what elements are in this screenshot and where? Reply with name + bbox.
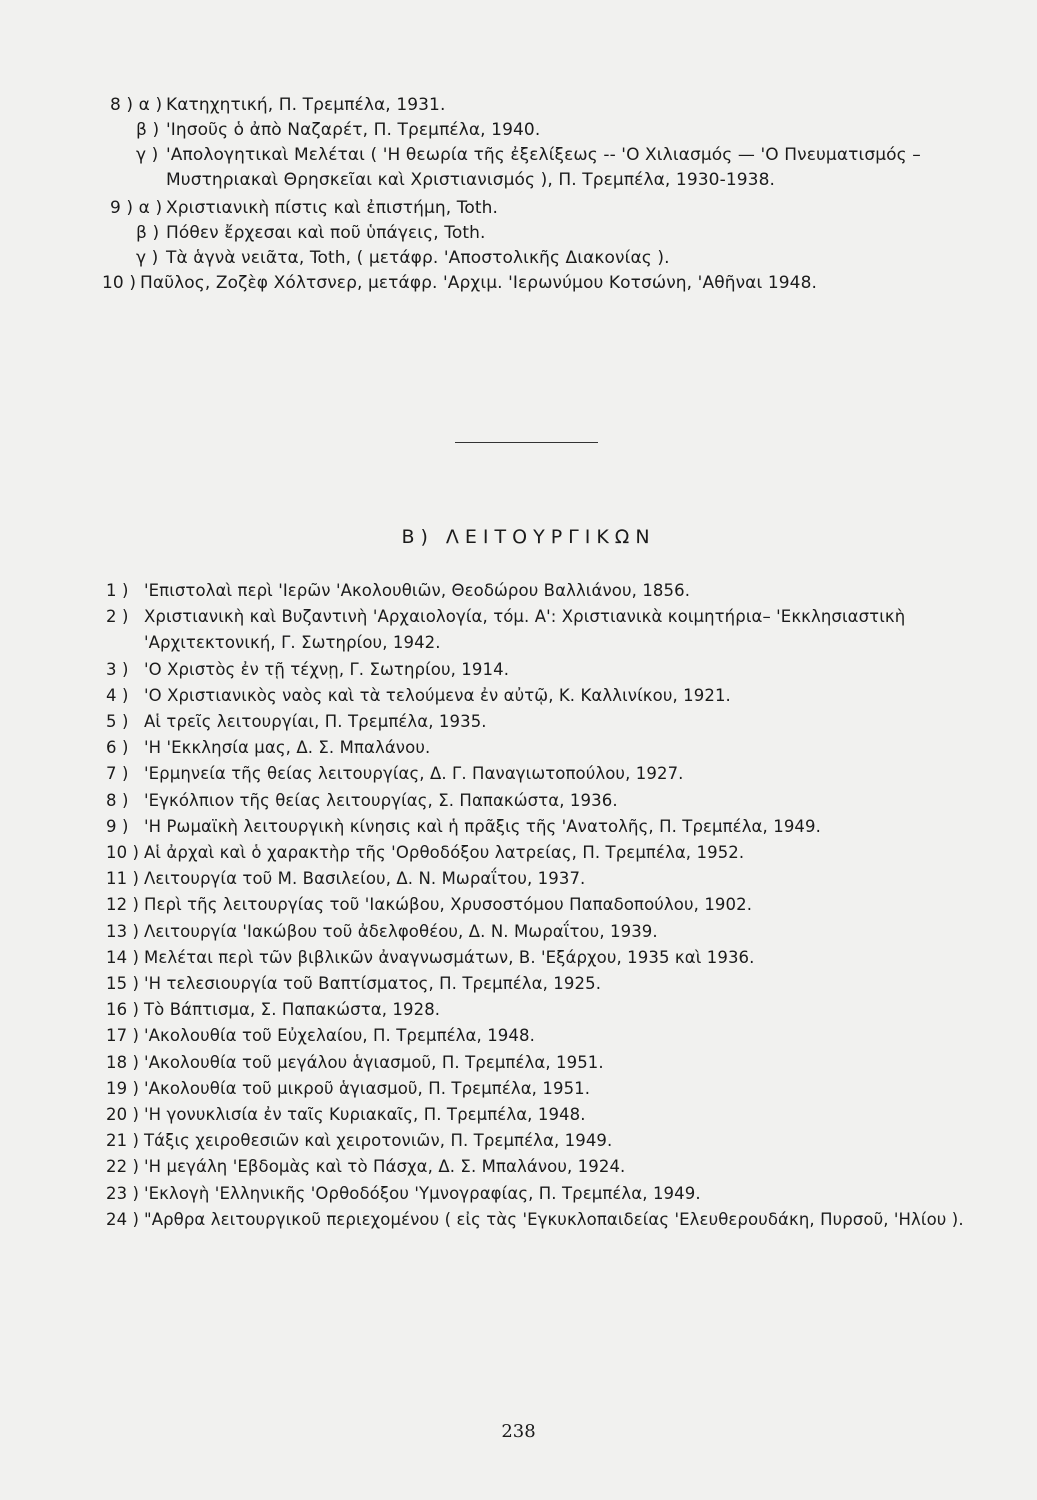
- list-item: [106, 919, 996, 945]
- list-item: [110, 246, 990, 271]
- item-number: 21 ): [106, 1131, 140, 1151]
- item-number: 17 ): [106, 1026, 140, 1046]
- item-text: Πόθεν ἔρχεσαι καὶ ποῦ ὑπάγεις, Toth.: [166, 223, 486, 243]
- list-item: [106, 683, 996, 709]
- item-text: 'Η γονυκλισία ἐν ταῖς Κυριακαῖς, Π. Τρεμπέλα, 1948.: [144, 1105, 586, 1125]
- item-number: 10 ): [102, 273, 137, 293]
- item-number: 4 ): [106, 685, 129, 705]
- item-text: Χριστιανικὴ πίστις καὶ ἐπιστήμη, Toth.: [166, 198, 499, 218]
- list-item: [106, 604, 996, 656]
- item-number: 2 ): [106, 607, 129, 627]
- item-text: 'Εγκόλπιον τῆς θείας λειτουργίας, Σ. Παπακώστα, 1936.: [144, 790, 618, 810]
- item-number: 9 ): [106, 816, 129, 836]
- item-number: 22 ): [106, 1157, 140, 1177]
- bibliography-list-catechetical: [102, 93, 990, 296]
- item-number: 18 ): [106, 1052, 140, 1072]
- item-number: 7 ): [106, 764, 129, 784]
- list-item: [102, 271, 990, 296]
- list-item: [106, 1154, 996, 1180]
- list-item: [110, 143, 990, 193]
- item-text: 'Η 'Εκκλησία μας, Δ. Σ. Μπαλάνου.: [144, 738, 431, 758]
- item-number: 9 ) α ): [110, 198, 163, 218]
- list-item: [106, 997, 996, 1023]
- item-text: 'Ο Χριστιανικὸς ναὸς καὶ τὰ τελούμενα ἐν αὐτῷ, Κ. Καλλινίκου, 1921.: [144, 685, 731, 705]
- item-text: 'Ερμηνεία τῆς θείας λειτουργίας, Δ. Γ. Παναγιωτοπούλου, 1927.: [144, 764, 684, 784]
- item-text: 'Ιησοῦς ὁ ἀπὸ Ναζαρέτ, Π. Τρεμπέλα, 1940.: [166, 120, 541, 140]
- list-item: [106, 709, 996, 735]
- item-number: 13 ): [106, 921, 140, 941]
- item-text: Κατηχητική, Π. Τρεμπέλα, 1931.: [166, 95, 446, 115]
- item-text: Περὶ τῆς λειτουργίας τοῦ 'Ιακώβου, Χρυσοστόμου Παπαδοπούλου, 1902.: [144, 895, 753, 915]
- list-item: [106, 1023, 996, 1049]
- item-text: 'Ακολουθία τοῦ μικροῦ ἁγιασμοῦ, Π. Τρεμπέλα, 1951.: [144, 1078, 591, 1098]
- list-item: [106, 657, 996, 683]
- item-number: γ ): [136, 145, 159, 165]
- bibliography-list-liturgical: [106, 578, 996, 1233]
- item-text: Τὸ Βάπτισμα, Σ. Παπακώστα, 1928.: [144, 1000, 441, 1020]
- list-item: [106, 814, 996, 840]
- item-text: Τὰ ἁγνὰ νειᾶτα, Toth, ( μετάφρ. 'Αποστολικῆς Διακονίας ).: [166, 248, 670, 268]
- item-number: 24 ): [106, 1209, 140, 1229]
- item-number: 14 ): [106, 947, 140, 967]
- item-text: 'Ακολουθία τοῦ μεγάλου ἁγιασμοῦ, Π. Τρεμπέλα, 1951.: [144, 1052, 604, 1072]
- item-text: Χριστιανικὴ καὶ Βυζαντινὴ 'Αρχαιολογία, τόμ. Α': Χριστιανικὰ κοιμητήρια– 'Εκκλησιαστικὴ 'Αρχιτεκτονική, Γ. Σωτηρίου, 1942.: [144, 607, 906, 653]
- list-item: [106, 1102, 996, 1128]
- item-text: 'Εκλογὴ 'Ελληνικῆς 'Ορθοδόξου 'Υμνογραφίας, Π. Τρεμπέλα, 1949.: [144, 1183, 701, 1203]
- item-number: 15 ): [106, 974, 140, 994]
- list-item: [106, 866, 996, 892]
- item-text: 'Ακολουθία τοῦ Εὐχελαίου, Π. Τρεμπέλα, 1948.: [144, 1026, 535, 1046]
- item-text: 'Η Ρωμαϊκὴ λειτουργικὴ κίνησις καὶ ἡ πρᾶξις τῆς 'Ανατολῆς, Π. Τρεμπέλα, 1949.: [144, 816, 821, 836]
- item-text: 'Η μεγάλη 'Εβδομὰς καὶ τὸ Πάσχα, Δ. Σ. Μπαλάνου, 1924.: [144, 1157, 626, 1177]
- item-number: 5 ): [106, 712, 129, 732]
- item-number: 20 ): [106, 1105, 140, 1125]
- item-text: Παῦλος, Ζοζὲφ Χόλτσνερ, μετάφρ. 'Αρχιμ. 'Ιερωνύμου Κοτσώνη, 'Αθῆναι 1948.: [140, 273, 817, 293]
- item-number: 12 ): [106, 895, 140, 915]
- list-item: [106, 735, 996, 761]
- item-number: β ): [136, 120, 160, 140]
- item-number: 11 ): [106, 869, 140, 889]
- list-item: [106, 1128, 996, 1154]
- item-number: 1 ): [106, 581, 129, 600]
- list-item: [110, 118, 990, 143]
- item-text: Μελέται περὶ τῶν βιβλικῶν ἀναγνωσμάτων, Β. 'Εξάρχου, 1935 καὶ 1936.: [144, 947, 755, 967]
- section-heading: Β) ΛΕΙΤΟΥΡΓΙΚΩΝ: [401, 526, 656, 548]
- section-divider: [455, 442, 598, 443]
- list-item: [106, 892, 996, 918]
- list-item: [106, 945, 996, 971]
- list-item: [106, 761, 996, 787]
- item-number: 3 ): [106, 659, 129, 679]
- list-item: [106, 840, 996, 866]
- item-number: 6 ): [106, 738, 129, 758]
- list-item: [110, 196, 990, 221]
- item-number: β ): [136, 223, 160, 243]
- item-number: 19 ): [106, 1078, 140, 1098]
- item-text: Αἱ τρεῖς λειτουργίαι, Π. Τρεμπέλα, 1935.: [144, 712, 487, 732]
- list-item: [106, 788, 996, 814]
- list-item: [106, 1207, 996, 1233]
- list-item: [106, 578, 996, 604]
- list-item: [110, 221, 990, 246]
- item-number: 10 ): [106, 843, 140, 863]
- list-item: [106, 971, 996, 997]
- item-number: 8 ): [106, 790, 129, 810]
- item-text: "Αρθρα λειτουργικοῦ περιεχομένου ( εἰς τὰς 'Εγκυκλοπαιδείας 'Ελευθερουδάκη, Πυρσοῦ, 'Ηλίου ).: [144, 1209, 964, 1229]
- item-text: Λειτουργία τοῦ Μ. Βασιλείου, Δ. Ν. Μωραΐτου, 1937.: [144, 869, 586, 889]
- item-number: γ ): [136, 248, 159, 268]
- item-text: Τάξις χειροθεσιῶν καὶ χειροτονιῶν, Π. Τρεμπέλα, 1949.: [144, 1131, 613, 1151]
- item-text: Αἱ ἀρχαὶ καὶ ὁ χαρακτὴρ τῆς 'Ορθοδόξου λατρείας, Π. Τρεμπέλα, 1952.: [144, 843, 745, 863]
- item-number: 16 ): [106, 1000, 140, 1020]
- list-item: [106, 1050, 996, 1076]
- item-number: 23 ): [106, 1183, 140, 1203]
- item-text: Λειτουργία 'Ιακώβου τοῦ ἀδελφοθέου, Δ. Ν. Μωραΐτου, 1939.: [144, 921, 658, 941]
- item-text: 'Ο Χριστὸς ἐν τῇ τέχνῃ, Γ. Σωτηρίου, 1914.: [144, 659, 510, 679]
- list-item: [106, 1076, 996, 1102]
- item-text: 'Η τελεσιουργία τοῦ Βαπτίσματος, Π. Τρεμπέλα, 1925.: [144, 974, 602, 994]
- page-number: 238: [501, 1421, 536, 1442]
- item-text: 'Επιστολαὶ περὶ 'Ιερῶν 'Ακολουθιῶν, Θεοδώρου Βαλλιάνου, 1856.: [144, 581, 691, 600]
- list-item: [106, 1181, 996, 1207]
- list-item: [110, 93, 990, 118]
- item-text: 'Απολογητικαὶ Μελέται ( 'Η θεωρία τῆς ἐξελίξεως -- 'Ο Χιλιασμός — 'Ο Πνευματισμός – Μυστηριακαὶ Θρησκεῖαι καὶ Χριστιανισμός ), Π. Τρεμπέλα, 1930-1938.: [166, 145, 921, 190]
- item-number: 8 ) α ): [110, 95, 163, 115]
